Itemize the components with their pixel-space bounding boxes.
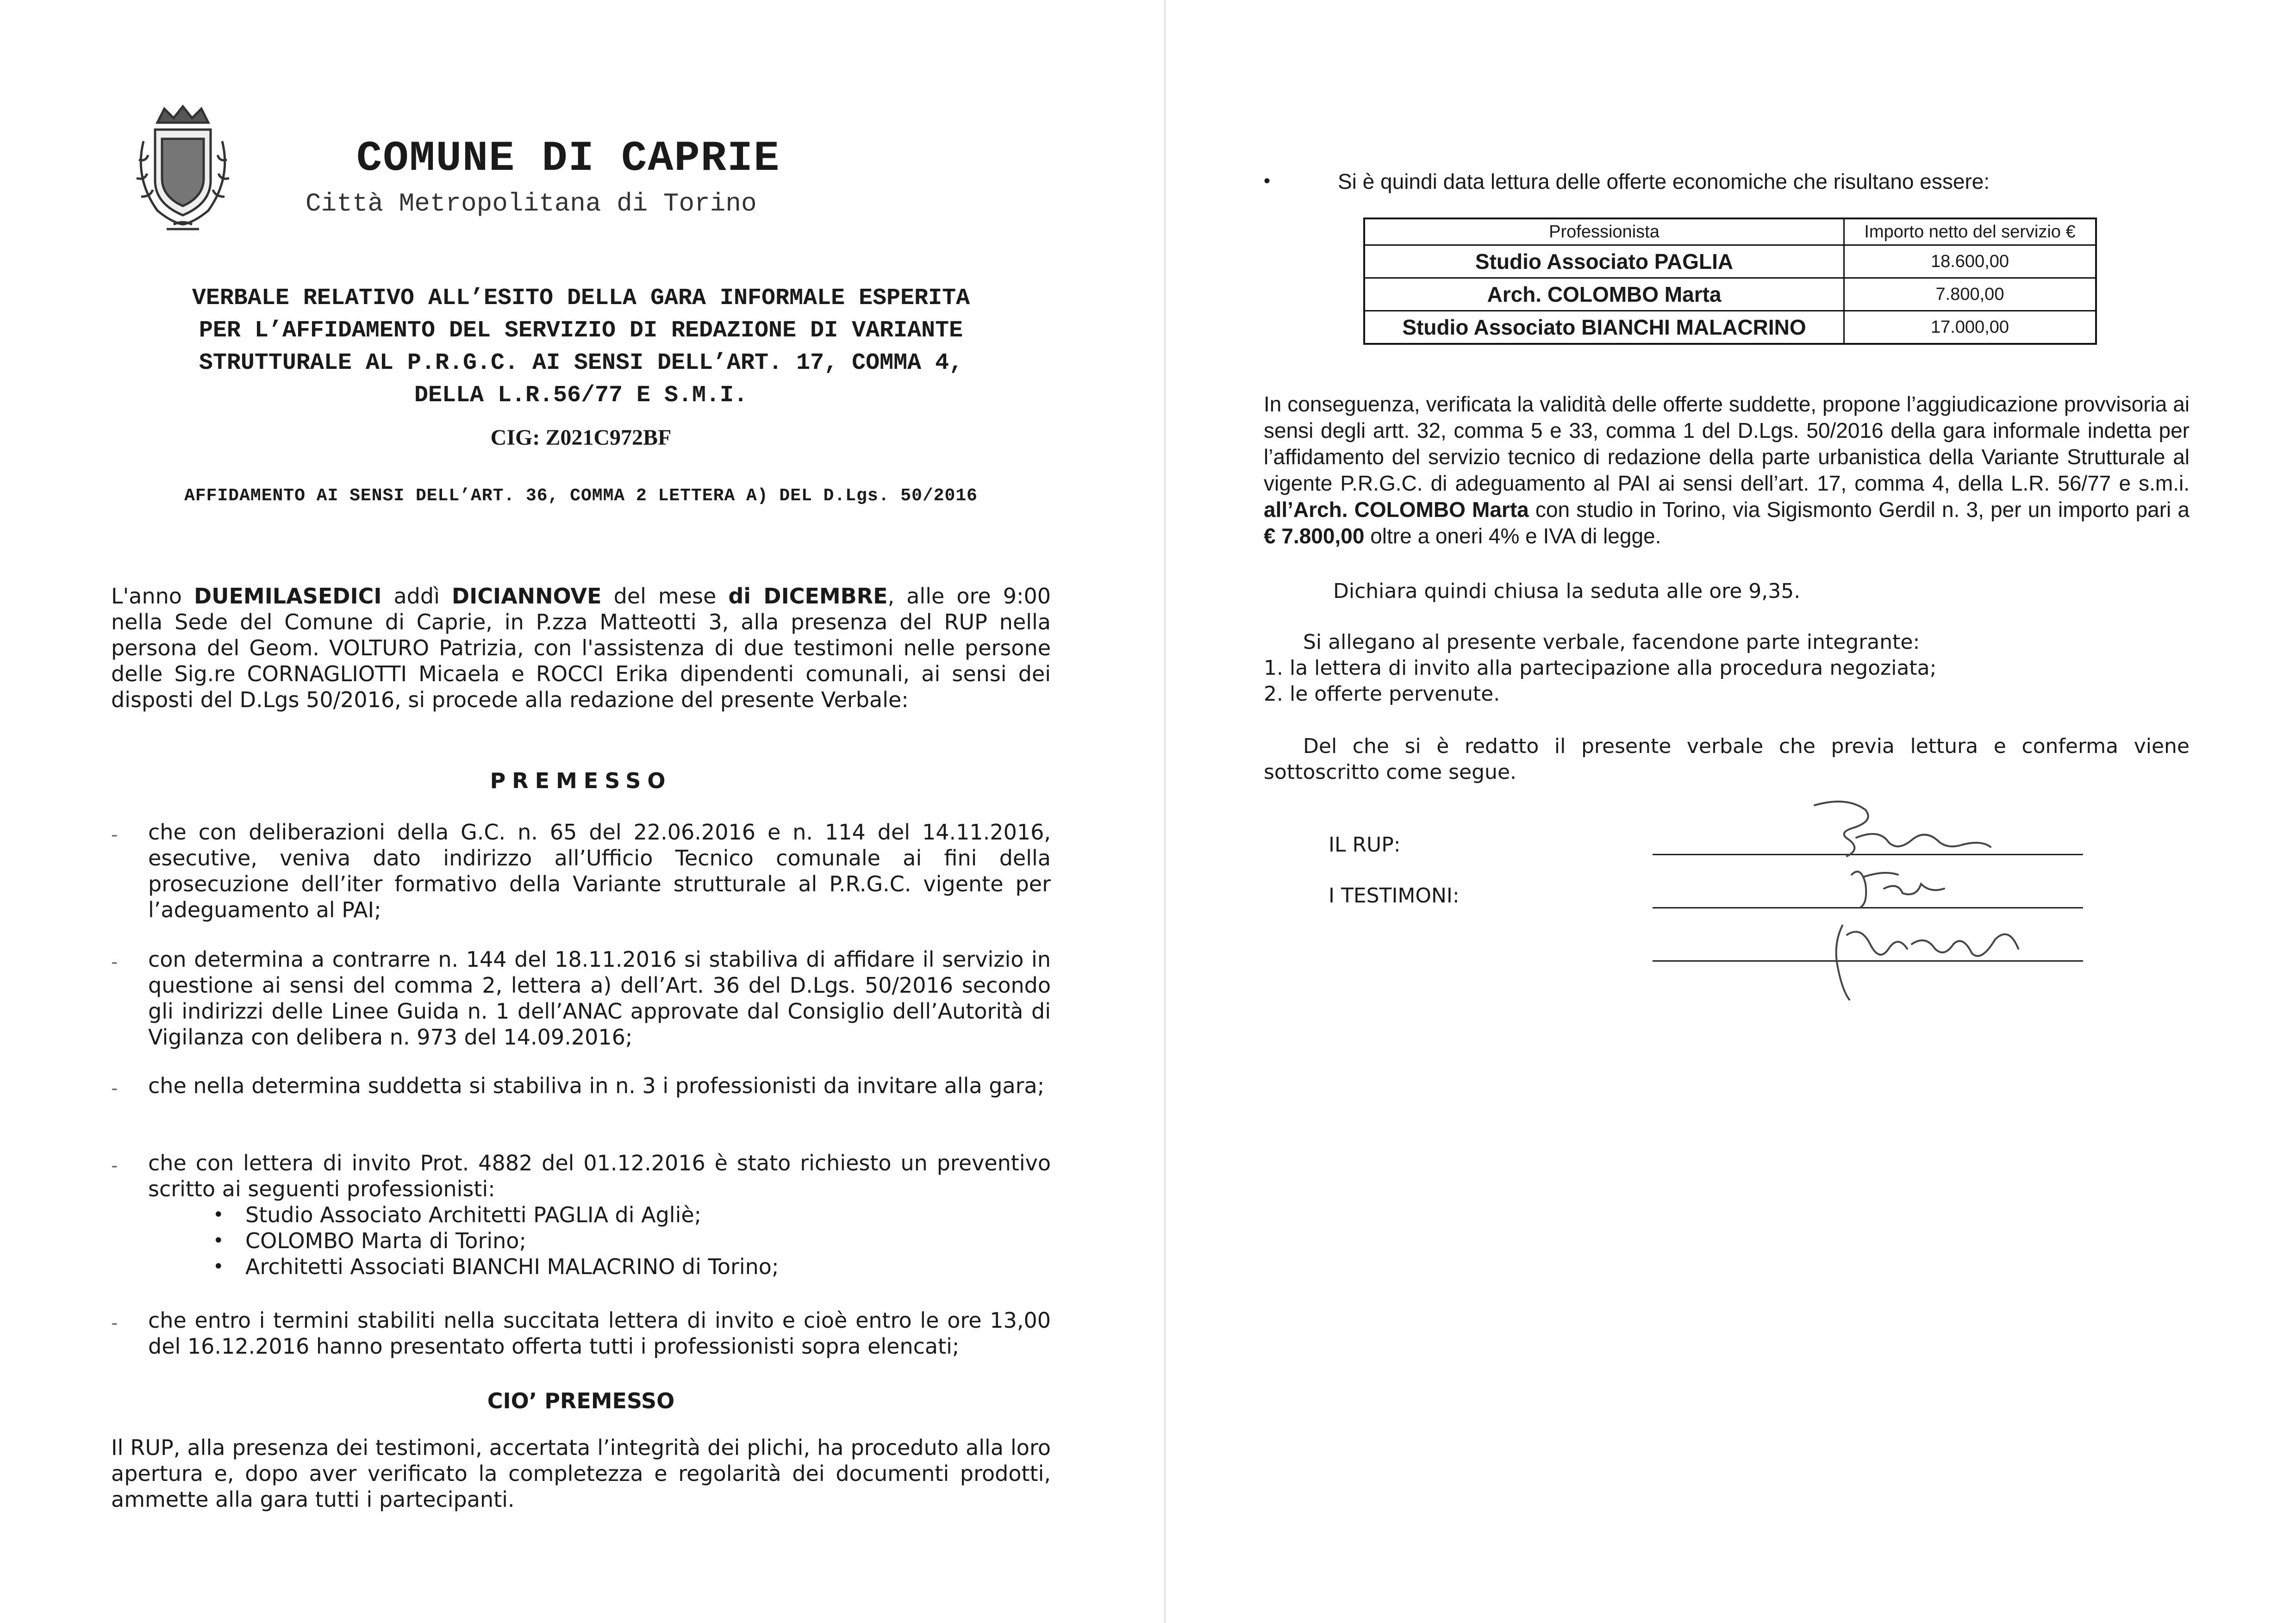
professionista-cell: Studio Associato BIANCHI MALACRINO: [1364, 311, 1844, 344]
intro-text: L'anno: [111, 584, 194, 609]
page-fold: [1164, 0, 1166, 1623]
comune-title: COMUNE DI CAPRIE: [356, 134, 780, 183]
table-row: [1364, 245, 2096, 278]
intro-month: di DICEMBRE: [728, 584, 888, 609]
chiusura-seduta: Dichiara quindi chiusa la seduta alle ore 9,35.: [1333, 579, 1801, 603]
rup-label: IL RUP:: [1329, 833, 1401, 857]
cio-premesso-text: Il RUP, alla presenza dei testimoni, accertata l’integrità dei plichi, ha proceduto alla loro apertura e, dopo aver verificato la completezza e regolarità dei documenti prodotti, ammette alla gara tutti i partecipanti.: [111, 1435, 1051, 1512]
right-page: [1264, 0, 2190, 1623]
municipal-crest-icon: [130, 104, 236, 234]
dash-marker: -: [111, 1078, 118, 1099]
premesso-item: [111, 946, 1051, 1050]
intro-text: addì: [381, 584, 452, 609]
premesso-item: [111, 1073, 1051, 1099]
premesso-item: [111, 819, 1051, 923]
allegato-item: 1. la lettera di invito alla partecipazione alla procedura negoziata;: [1264, 656, 1937, 680]
aggiudicazione-text: In conseguenza, verificata la validità delle offerte suddette, propone l’aggiudicazione provvisoria ai sensi degli artt. 32, comma 5 e 33, comma 1 del D.Lgs. 50/2016 della gara informale indetta per l’affidamento del servizio tecnico di redazione della parte urbanistica della Variante Strutturale al vigente P.R.G.C. di adeguamento al PAI ai sensi dell’art. 17, comma 4, della L.R. 56/77 e s.m.i.: [1264, 392, 2190, 495]
aggiudicazione-text: oltre a oneri 4% e IVA di legge.: [1364, 524, 1661, 548]
bullet-marker: •: [1264, 171, 1271, 191]
handwritten-signatures: [1805, 796, 2240, 1018]
table-row: [1364, 311, 2096, 344]
invitati-list: [208, 1202, 1051, 1280]
allegati-block: [1264, 629, 2190, 707]
table-row: [1364, 278, 2096, 311]
aggiudicazione-text: con studio in Torino, via Sigismonto Gerdil n. 3, per un importo pari a: [1529, 497, 2190, 522]
professionista-cell: Studio Associato PAGLIA: [1364, 245, 1844, 278]
affidamento-reference: AFFIDAMENTO AI SENSI DELL’ART. 36, COMMA 2 LETTERA A) DEL D.Lgs. 50/2016: [184, 486, 978, 506]
column-header-professionista: Professionista: [1364, 218, 1844, 245]
premesso-item-text: che con deliberazioni della G.C. n. 65 del 22.06.2016 e n. 114 del 14.11.2016, esecutive, veniva dato indirizzo all’Ufficio Tecnico comunale ai fini della prosecuzione dell’iter formativo della Variante strutturale al P.R.G.C. vigente per l’adeguamento al PAI;: [148, 820, 1051, 922]
comune-subtitle: Città Metropolitana di Torino: [306, 189, 757, 218]
verbale-title: VERBALE RELATIVO ALL’ESITO DELLA GARA INFORMALE ESPERITA PER L’AFFIDAMENTO DEL SERVIZIO DI REDAZIONE DI VARIANTE STRUTTURALE AL P.R.G.C. AI SENSI DELL’ART. 17, COMMA 4, DELLA L.R.56/77 E S.M.I.: [192, 285, 970, 409]
aggiudicatario: all’Arch. COLOMBO Marta: [1264, 497, 1529, 522]
intro-day: DICIANNOVE: [451, 584, 602, 609]
importo-cell: 7.800,00: [1844, 278, 2096, 311]
dash-marker: -: [111, 824, 118, 846]
importo-cell: 18.600,00: [1844, 245, 2096, 278]
allegato-item: 2. le offerte pervenute.: [1264, 682, 1500, 706]
dash-marker: -: [111, 1312, 118, 1334]
premesso-item: [111, 1150, 1051, 1280]
cio-premesso-heading: CIO’ PREMESSO: [487, 1388, 675, 1413]
testimoni-label: I TESTIMONI:: [1329, 884, 1460, 908]
invitato-item: • COLOMBO Marta di Torino;: [208, 1228, 1051, 1254]
dash-marker: -: [111, 951, 118, 973]
offers-table: [1363, 218, 2097, 345]
dash-marker: -: [111, 1155, 118, 1176]
invitato-item: • Architetti Associati BIANCHI MALACRINO di Torino;: [208, 1254, 1051, 1280]
aggiudicazione-paragraph: [1264, 391, 2190, 549]
premesso-item-text: con determina a contrarre n. 144 del 18.11.2016 si stabiliva di affidare il servizio in questione ai sensi del comma 2, lettera a) dell’Art. 36 del D.Lgs. 50/2016 secondo gli indirizzi delle Linee Guida n. 1 dell’ANAC approvate dal Consiglio dell’Autorità di Vigilanza con delibera n. 973 del 14.09.2016;: [148, 947, 1051, 1050]
intro-text: , alle ore 9:00 nella Sede del Comune di Caprie, in P.zza Matteotti 3, alla presenza del RUP nella persona del Geom. VOLTURO Patrizia, con l'assistenza di due testimoni nelle persone delle Sig.re CORNAGLIOTTI Micaela e ROCCI Erika dipendenti comunali, ai sensi dei disposti del D.Lgs 50/2016, si procede alla redazione del presente Verbale:: [111, 584, 1051, 712]
intro-year: DUEMILASEDICI: [193, 584, 382, 609]
redatto-paragraph: Del che si è redatto il presente verbale che previa lettura e conferma viene sottoscritto come segue.: [1264, 734, 2190, 784]
premesso-item-text: [148, 1150, 1051, 1280]
premesso-item-text: che entro i termini stabiliti nella succitata lettera di invito e cioè entro le ore 13,00 del 16.12.2016 hanno presentato offerta tutti i professionisti sopra elencati;: [148, 1308, 1051, 1359]
left-page: [111, 0, 1051, 1623]
column-header-importo: Importo netto del servizio €: [1844, 218, 2096, 245]
importo-aggiudicato: € 7.800,00: [1264, 524, 1365, 548]
intro-text: del mese: [601, 584, 729, 609]
intro-paragraph: [111, 583, 1051, 713]
premesso-item-text: che nella determina suddetta si stabiliva in n. 3 i professionisti da invitare alla gara;: [148, 1073, 1045, 1098]
allegati-intro: Si allegano al presente verbale, facendone parte integrante:: [1303, 630, 1920, 654]
invito-text: che con lettera di invito Prot. 4882 del 01.12.2016 è stato richiesto un preventivo scritto ai seguenti professionisti:: [148, 1150, 1051, 1201]
importo-cell: 17.000,00: [1844, 311, 2096, 344]
professionista-cell: Arch. COLOMBO Marta: [1364, 278, 1844, 311]
offers-lead-text: Si è quindi data lettura delle offerte economiche che risultano essere:: [1338, 169, 1990, 193]
premesso-item: [111, 1307, 1051, 1359]
invitato-item: • Studio Associato Architetti PAGLIA di Agliè;: [208, 1202, 1051, 1228]
table-header-row: [1364, 218, 2096, 245]
premesso-heading: PREMESSO: [490, 768, 672, 793]
cig-code: CIG: Z021C972BF: [490, 425, 672, 450]
